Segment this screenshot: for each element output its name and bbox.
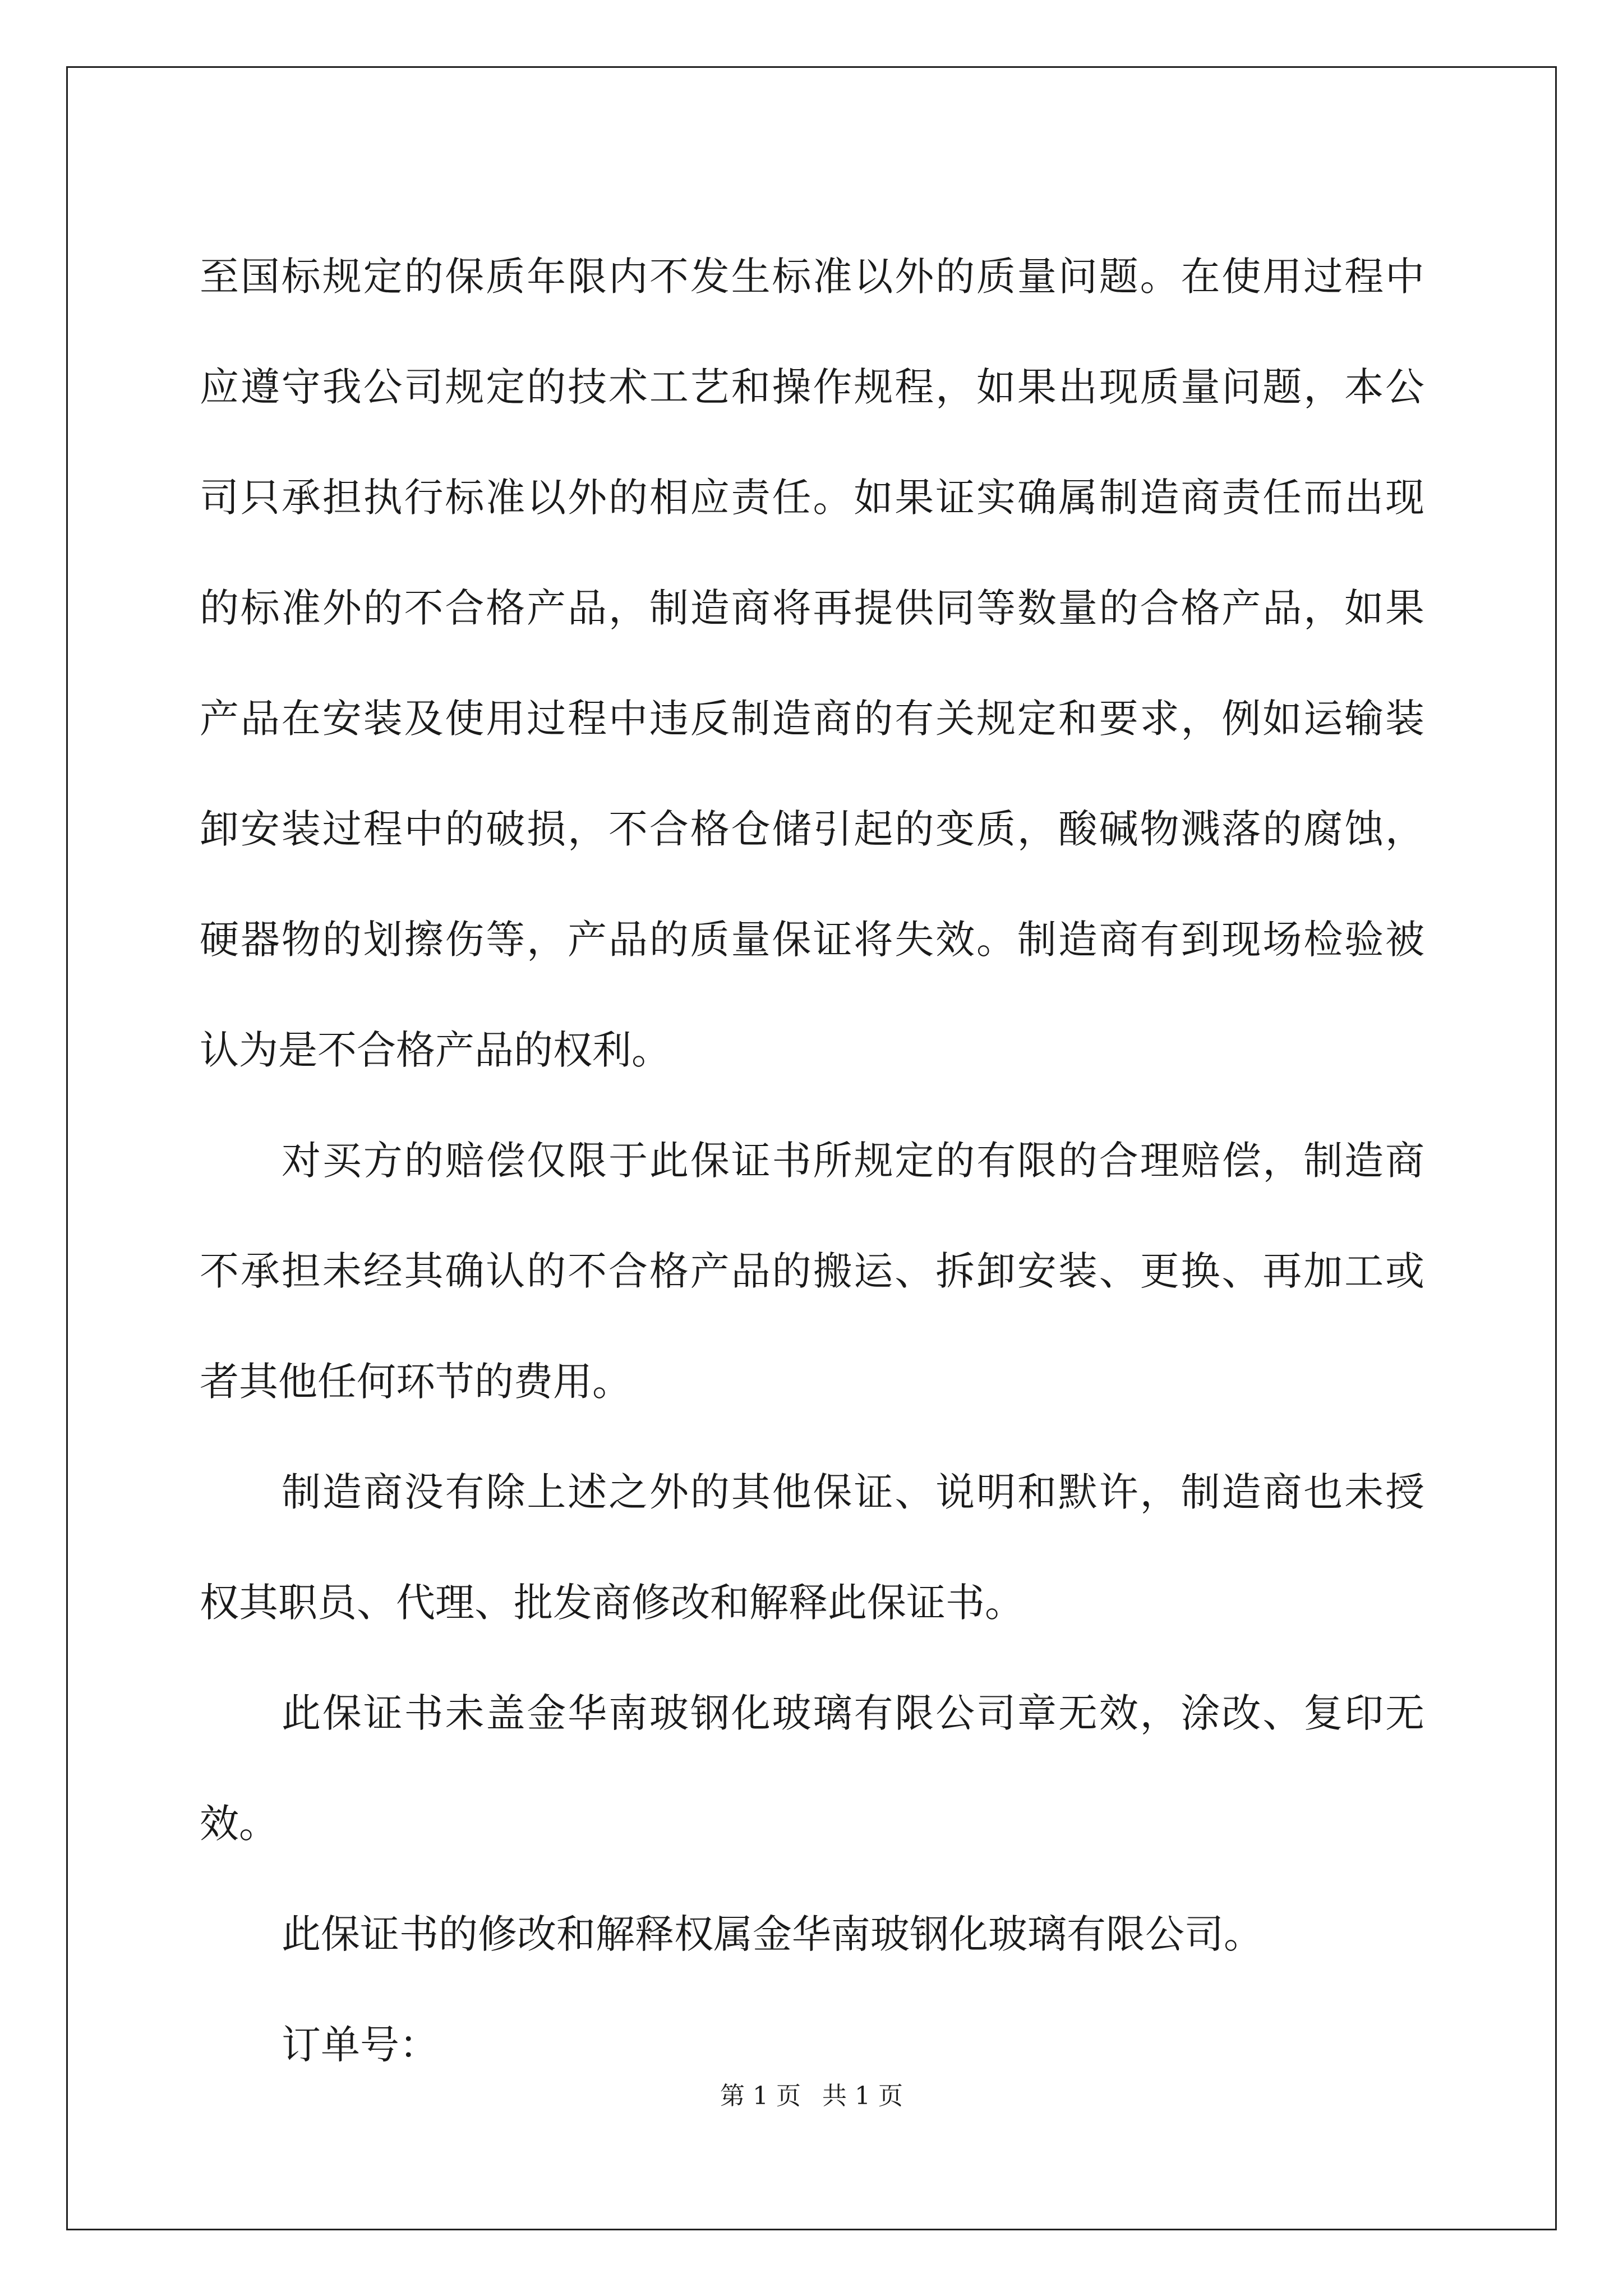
paragraph-line: 硬器物的划擦伤等，产品的质量保证将失效。制造商有到现场检验被 [200, 917, 1424, 963]
paragraph-line: 应遵守我公司规定的技术工艺和操作规程，如果出现质量问题，本公 [200, 364, 1424, 410]
paragraph-line: 认为是不合格产品的权利。 [200, 1027, 671, 1073]
page-number-total: 共 1 页 [822, 2082, 903, 2110]
paragraph-line: 产品在安装及使用过程中违反制造商的有关规定和要求，例如运输装 [200, 696, 1424, 742]
paragraph-line: 者其他任何环节的费用。 [200, 1359, 631, 1405]
paragraph-line: 的标准外的不合格产品，制造商将再提供同等数量的合格产品，如果 [200, 585, 1424, 631]
paragraph-line: 订单号： [282, 2022, 439, 2068]
paragraph [200, 1879, 1424, 1990]
paragraph-line: 此保证书未盖金华南玻钢化玻璃有限公司章无效，涂改、复印无 [282, 1690, 1424, 1736]
paragraph-line: 此保证书的修改和解释权属金华南玻钢化玻璃有限公司。 [282, 1911, 1263, 1957]
paragraph-line: 司只承担执行标准以外的相应责任。如果证实确属制造商责任而出现 [200, 475, 1424, 521]
paragraph [200, 1658, 1424, 1879]
paragraph-line: 至国标规定的保质年限内不发生标准以外的质量问题。在使用过程中 [200, 254, 1424, 300]
paragraph [200, 1106, 1424, 1437]
paragraph [200, 1437, 1424, 1658]
page-footer [0, 2076, 1623, 2111]
paragraph-line: 效。 [200, 1801, 278, 1847]
paragraph-line: 对买方的赔偿仅限于此保证书所规定的有限的合理赔偿，制造商 [282, 1138, 1424, 1184]
paragraph-line: 制造商没有除上述之外的其他保证、说明和默许，制造商也未授 [282, 1469, 1424, 1515]
page-number-current: 第 1 页 [720, 2082, 801, 2110]
paragraph-line: 权其职员、代理、批发商修改和解释此保证书。 [200, 1580, 1024, 1626]
paragraph [200, 222, 1424, 1106]
document-body [200, 222, 1424, 2100]
paragraph-line: 卸安装过程中的破损，不合格仓储引起的变质，酸碱物溅落的腐蚀， [200, 806, 1424, 852]
paragraph-line: 不承担未经其确认的不合格产品的搬运、拆卸安装、更换、再加工或 [200, 1248, 1424, 1294]
